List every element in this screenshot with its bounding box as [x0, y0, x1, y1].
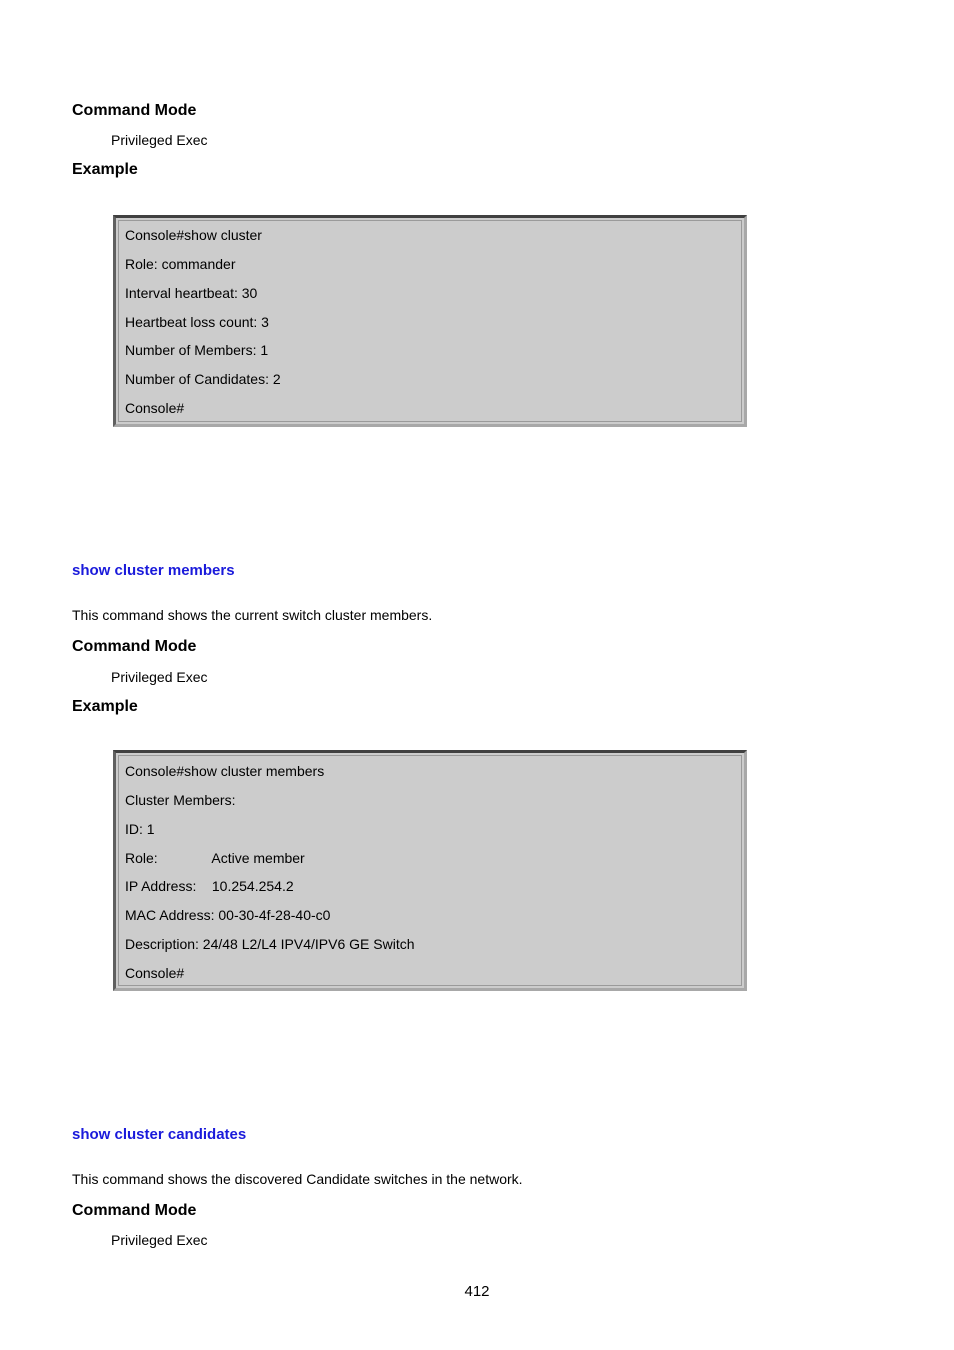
console-line: ID: 1: [125, 821, 155, 837]
command-mode-value: Privileged Exec: [111, 1232, 208, 1248]
console-line: Number of Members: 1: [125, 342, 269, 358]
console-line: Role: Active member: [125, 850, 305, 866]
section-title-show-cluster-members: show cluster members: [72, 562, 235, 579]
command-mode-heading: Command Mode: [72, 1202, 197, 1219]
section-description: This command shows the discovered Candidate switches in the network.: [72, 1171, 523, 1187]
example-heading: Example: [72, 698, 138, 715]
section-description: This command shows the current switch cluster members.: [72, 607, 433, 623]
console-line: MAC Address: 00-30-4f-28-40-c0: [125, 907, 331, 923]
console-line: IP Address: 10.254.254.2: [125, 878, 294, 894]
console-example-show-cluster: [113, 215, 747, 427]
console-example-show-cluster-members: [113, 750, 747, 991]
console-line: Interval heartbeat: 30: [125, 285, 258, 301]
console-line: Role: commander: [125, 256, 236, 272]
console-line: Console#: [125, 965, 185, 981]
command-mode-heading: Command Mode: [72, 102, 197, 119]
page-number: 412: [464, 1283, 490, 1300]
command-mode-heading: Command Mode: [72, 638, 197, 655]
console-line: Heartbeat loss count: 3: [125, 314, 269, 330]
command-mode-value: Privileged Exec: [111, 669, 208, 685]
command-mode-value: Privileged Exec: [111, 132, 208, 148]
example-heading: Example: [72, 161, 138, 178]
console-line: Console#: [125, 400, 185, 416]
console-line: Cluster Members:: [125, 792, 236, 808]
console-line: Number of Candidates: 2: [125, 371, 281, 387]
section-title-show-cluster-candidates: show cluster candidates: [72, 1126, 247, 1143]
console-line: Description: 24/48 L2/L4 IPV4/IPV6 GE Switch: [125, 936, 415, 952]
console-line: Console#show cluster: [125, 227, 262, 243]
console-line: Console#show cluster members: [125, 763, 325, 779]
